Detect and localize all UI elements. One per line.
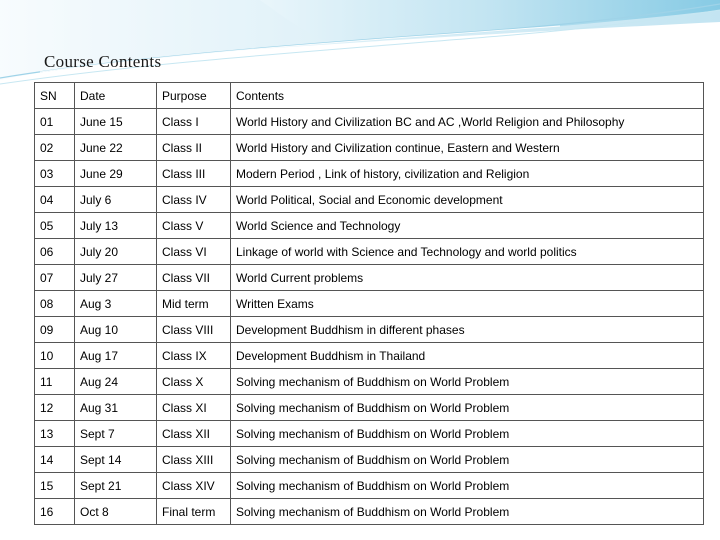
table-row <box>35 499 704 525</box>
contents-cell: World History and Civilization continue, Eastern and Western <box>231 135 704 161</box>
sn-cell: 12 <box>35 395 75 421</box>
date-cell: July 13 <box>75 213 157 239</box>
purpose-cell: Class XI <box>157 395 231 421</box>
date-cell: Sept 14 <box>75 447 157 473</box>
contents-cell: Linkage of world with Science and Technology and world politics <box>231 239 704 265</box>
purpose-cell: Mid term <box>157 291 231 317</box>
table-row <box>35 343 704 369</box>
contents-cell: Development Buddhism in different phases <box>231 317 704 343</box>
date-cell: Sept 7 <box>75 421 157 447</box>
purpose-cell: Final term <box>157 499 231 525</box>
purpose-cell: Class II <box>157 135 231 161</box>
date-cell: June 29 <box>75 161 157 187</box>
purpose-cell: Class XIII <box>157 447 231 473</box>
table-row <box>35 187 704 213</box>
purpose-cell: Class IX <box>157 343 231 369</box>
purpose-cell: Class VI <box>157 239 231 265</box>
table-row <box>35 239 704 265</box>
course-contents-table <box>34 82 704 525</box>
date-cell: Sept 21 <box>75 473 157 499</box>
date-cell: July 27 <box>75 265 157 291</box>
header-contents: Contents <box>231 83 704 109</box>
course-table-body <box>35 83 704 525</box>
sn-cell: 15 <box>35 473 75 499</box>
sn-cell: 09 <box>35 317 75 343</box>
purpose-cell: Class V <box>157 213 231 239</box>
table-row <box>35 473 704 499</box>
contents-cell: World Current problems <box>231 265 704 291</box>
decorative-swoosh-banner <box>0 0 720 90</box>
date-cell: Aug 24 <box>75 369 157 395</box>
sn-cell: 02 <box>35 135 75 161</box>
sn-cell: 06 <box>35 239 75 265</box>
date-cell: July 20 <box>75 239 157 265</box>
contents-cell: Solving mechanism of Buddhism on World Problem <box>231 421 704 447</box>
table-row <box>35 369 704 395</box>
contents-cell: Solving mechanism of Buddhism on World Problem <box>231 473 704 499</box>
page-title: Course Contents <box>44 52 162 71</box>
contents-cell: World History and Civilization BC and AC ,World Religion and Philosophy <box>231 109 704 135</box>
purpose-cell: Class III <box>157 161 231 187</box>
purpose-cell: Class I <box>157 109 231 135</box>
contents-cell: World Science and Technology <box>231 213 704 239</box>
date-cell: Aug 31 <box>75 395 157 421</box>
sn-cell: 03 <box>35 161 75 187</box>
contents-cell: Modern Period , Link of history, civilization and Religion <box>231 161 704 187</box>
contents-cell: Solving mechanism of Buddhism on World Problem <box>231 499 704 525</box>
table-row <box>35 447 704 473</box>
header-sn: SN <box>35 83 75 109</box>
purpose-cell: Class VIII <box>157 317 231 343</box>
contents-cell: World Political, Social and Economic development <box>231 187 704 213</box>
table-header-row <box>35 83 704 109</box>
purpose-cell: Class VII <box>157 265 231 291</box>
purpose-cell: Class X <box>157 369 231 395</box>
table-row <box>35 317 704 343</box>
table-row <box>35 291 704 317</box>
table-row <box>35 135 704 161</box>
table-row <box>35 109 704 135</box>
sn-cell: 04 <box>35 187 75 213</box>
contents-cell: Solving mechanism of Buddhism on World Problem <box>231 369 704 395</box>
sn-cell: 11 <box>35 369 75 395</box>
date-cell: July 6 <box>75 187 157 213</box>
table-row <box>35 421 704 447</box>
sn-cell: 13 <box>35 421 75 447</box>
sn-cell: 14 <box>35 447 75 473</box>
date-cell: June 22 <box>75 135 157 161</box>
date-cell: Oct 8 <box>75 499 157 525</box>
sn-cell: 08 <box>35 291 75 317</box>
header-purpose: Purpose <box>157 83 231 109</box>
date-cell: Aug 17 <box>75 343 157 369</box>
sn-cell: 05 <box>35 213 75 239</box>
sn-cell: 16 <box>35 499 75 525</box>
table-row <box>35 161 704 187</box>
purpose-cell: Class XII <box>157 421 231 447</box>
sn-cell: 10 <box>35 343 75 369</box>
header-date: Date <box>75 83 157 109</box>
sn-cell: 07 <box>35 265 75 291</box>
table-row <box>35 213 704 239</box>
table-row <box>35 395 704 421</box>
contents-cell: Written Exams <box>231 291 704 317</box>
purpose-cell: Class XIV <box>157 473 231 499</box>
sn-cell: 01 <box>35 109 75 135</box>
table-row <box>35 265 704 291</box>
contents-cell: Solving mechanism of Buddhism on World Problem <box>231 395 704 421</box>
date-cell: Aug 3 <box>75 291 157 317</box>
purpose-cell: Class IV <box>157 187 231 213</box>
date-cell: Aug 10 <box>75 317 157 343</box>
contents-cell: Solving mechanism of Buddhism on World Problem <box>231 447 704 473</box>
contents-cell: Development Buddhism in Thailand <box>231 343 704 369</box>
date-cell: June 15 <box>75 109 157 135</box>
